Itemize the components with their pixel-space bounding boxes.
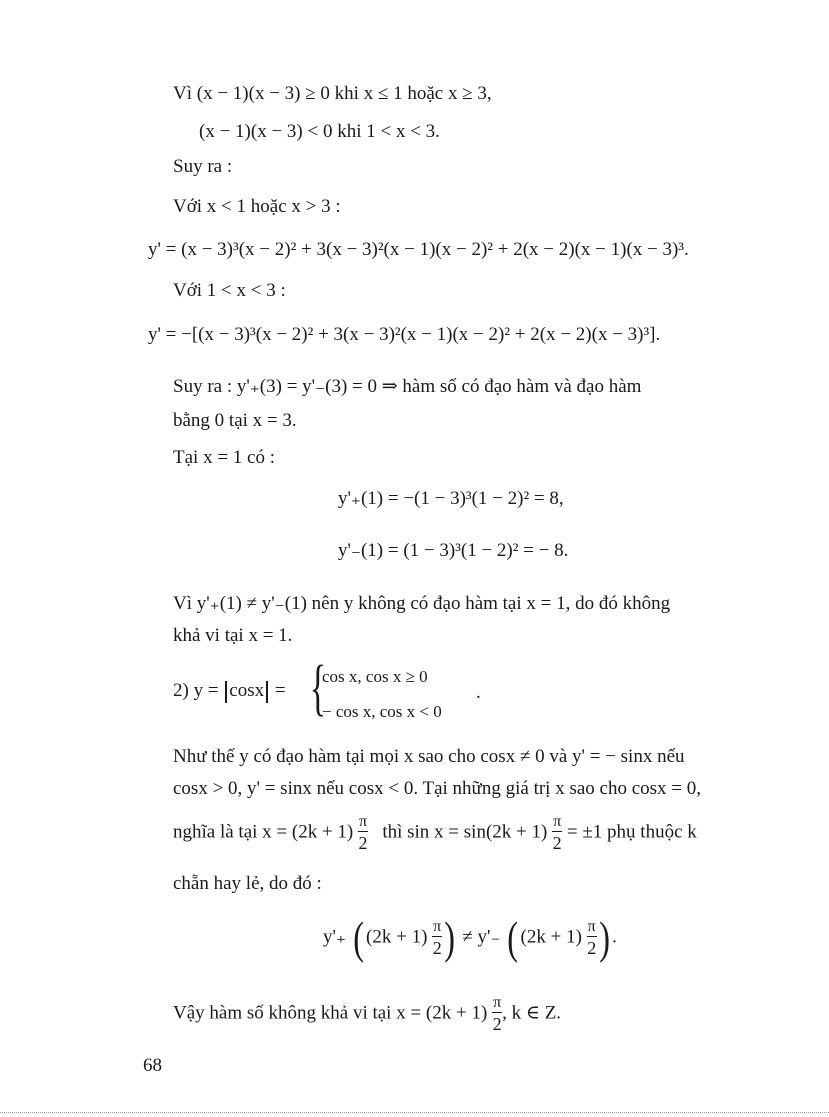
formula-line: y'₋(1) = (1 − 3)³(1 − 2)² = − 8. — [338, 540, 569, 561]
fraction-denominator: 2 — [587, 938, 597, 958]
fraction-denominator: 2 — [358, 833, 368, 853]
left-brace: { — [309, 654, 327, 722]
fraction-pi-over-2 — [587, 919, 597, 957]
formula-line: y'₊(1) = −(1 − 3)³(1 − 2)² = 8, — [338, 488, 564, 509]
fraction-numerator: π — [587, 918, 596, 935]
period: . — [476, 682, 481, 703]
fraction-numerator: π — [553, 813, 562, 830]
abs-argument: cosx — [229, 680, 265, 701]
right-paren: ) — [599, 912, 610, 963]
abs-bar-right — [266, 681, 268, 703]
text-segment: y'₊ — [323, 926, 346, 948]
text-segment: (2k + 1) — [520, 926, 582, 948]
case-line: − cos x, cos x < 0 — [322, 702, 442, 721]
fraction-numerator: π — [359, 813, 368, 830]
text-segment: (2k + 1) — [366, 926, 428, 948]
text-segment: nghĩa là tại x = (2k + 1) — [173, 821, 354, 843]
abs-bar-left — [225, 681, 227, 703]
equals-sign: = — [274, 680, 286, 701]
right-paren: ) — [444, 912, 456, 963]
formula-line — [323, 912, 617, 963]
text-line: Vì y'₊(1) ≠ y'₋(1) nên y không có đạo hàm tại x = 1, do đó không — [173, 593, 671, 614]
formula-lhs: 2) y = — [173, 680, 219, 701]
text-line: Với 1 < x < 3 : — [173, 280, 286, 301]
case-line: cos x, cos x ≥ 0 — [322, 667, 428, 686]
fraction-denominator: 2 — [492, 1014, 502, 1034]
text-line: Suy ra : y'₊(3) = y'₋(3) = 0 ⇒ hàm số có đạo hàm và đạo hàm — [173, 376, 642, 397]
left-paren: ( — [507, 912, 519, 963]
text-line: khả vi tại x = 1. — [173, 625, 293, 646]
text-line: Suy ra : — [173, 156, 233, 177]
page-edge-divider — [0, 1112, 829, 1113]
formula-line — [173, 995, 561, 1033]
text-segment: , k ∈ Z. — [502, 1002, 562, 1024]
text-line: Với x < 1 hoặc x > 3 : — [173, 196, 341, 217]
text-segment: thì sin x = sin(2k + 1) — [382, 821, 548, 843]
page-number: 68 — [143, 1055, 162, 1076]
fraction-pi-over-2 — [358, 814, 368, 852]
text-line: chẵn hay lẻ, do đó : — [173, 873, 322, 894]
fraction-pi-over-2 — [492, 995, 502, 1033]
piecewise-formula — [173, 680, 286, 703]
text-line: Tại x = 1 có : — [173, 447, 275, 468]
text-segment: Vậy hàm số không khả vi tại x = (2k + 1) — [173, 1002, 488, 1024]
fraction-denominator: 2 — [552, 833, 562, 853]
text-line: bằng 0 tại x = 3. — [173, 410, 297, 431]
period: . — [612, 926, 617, 948]
text-line: (x − 1)(x − 3) < 0 khi 1 < x < 3. — [199, 121, 440, 142]
fraction-pi-over-2 — [432, 919, 442, 957]
text-line: Như thế y có đạo hàm tại mọi x sao cho cosx ≠ 0 và y' = − sinx nếu — [173, 746, 685, 767]
fraction-numerator: π — [433, 918, 442, 935]
text-segment: = ±1 phụ thuộc k — [566, 821, 697, 843]
formula-line: y' = (x − 3)³(x − 2)² + 3(x − 3)²(x − 1)(x − 2)² + 2(x − 2)(x − 1)(x − 3)³. — [148, 239, 689, 260]
fraction-denominator: 2 — [432, 938, 442, 958]
fraction-pi-over-2 — [552, 814, 562, 852]
fraction-numerator: π — [493, 994, 502, 1011]
text-line: Vì (x − 1)(x − 3) ≥ 0 khi x ≤ 1 hoặc x ≥ 3, — [173, 83, 492, 104]
formula-line — [173, 814, 697, 852]
text-segment: ≠ y'₋ — [462, 926, 501, 948]
formula-line: y' = −[(x − 3)³(x − 2)² + 3(x − 3)²(x − 1)(x − 2)² + 2(x − 2)(x − 3)³]. — [148, 324, 661, 345]
text-line: cosx > 0, y' = sinx nếu cosx < 0. Tại những giá trị x sao cho cosx = 0, — [173, 778, 702, 799]
left-paren: ( — [353, 912, 364, 963]
